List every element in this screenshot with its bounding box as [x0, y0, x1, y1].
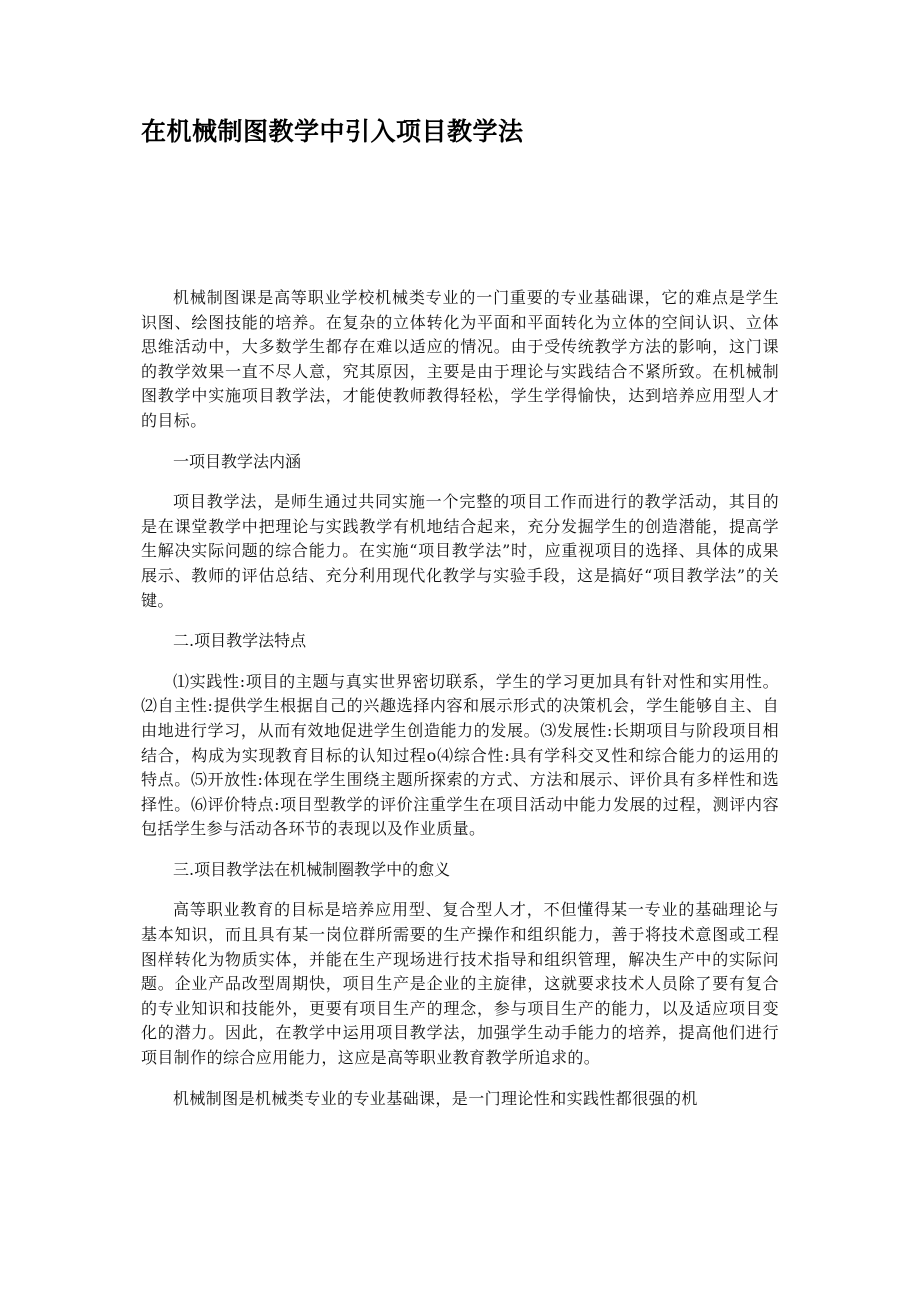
document-title: 在机械制图教学中引入项目教学法: [141, 117, 524, 146]
paragraph-section-3: 高等职业教育的目标是培养应用型、复合型人才，不但懂得某一专业的基础理论与基本知识，而且具有某一岗位群所需要的生产操作和组织能力，善于将技术意图或工程图样转化为物质实体，并能在生产现场进行技术指导和组织管理，解决生产中的实际问题。企业产品改型周期快，项目生产是企业的主旋律，这就要求技术人员除了要有复合的专业知识和技能外，更要有项目生产的理念，参与项目生产的能力，以及适应项目变化的潜力。因此，在教学中运用项目教学法，加强学生动手能力的培养，提高他们进行项目制作的综合应用能力，这应是高等职业教育教学所追求的。: [141, 900, 779, 1068]
paragraph-intro: 机械制图课是高等职业学校机械类专业的一门重要的专业基础课，它的难点是学生识图、绘图技能的培养。在复杂的立体转化为平面和平面转化为立体的空间认识、立体思维活动中，大多数学生都存在难以适应的情况。由于受传统教学方法的影响，这门课的教学效果一直不尽人意，究其原因，主要是由于理论与实践结合不紧所致。在机械制图教学中实施项目教学法，才能使教师教得轻松，学生学得愉快，达到培养应用型人才的目标。: [141, 288, 779, 430]
section-heading-2: 二.项目教学法特点: [173, 631, 307, 651]
section-heading-3: 三.项目教学法在机械制圈教学中的愈义: [173, 859, 451, 879]
paragraph-continued: 机械制图是机械类专业的专业基础课，是一门理论性和实践性都很强的机: [173, 1088, 698, 1108]
section-heading-1: 一项目教学法内涵: [173, 451, 302, 471]
paragraph-section-2: ⑴实践性:项目的主题与真实世界密切联系，学生的学习更加具有针对性和实用性。⑵自主性:提供学生根据自己的兴趣选择内容和展示形式的决策机会，学生能够自主、自由地进行学习，从而有效地促进学生创造能力的发展。⑶发展性:长期项目与阶段项目相结合，构成为实现教育目标的认知过程ο⑷综合性:具有学科交叉性和综合能力的运用的特点。⑸开放性:体现在学生围绕主题所探索的方式、方法和展示、评价具有多样性和选择性。⑹评价特点:项目型教学的评价注重学生在项目活动中能力发展的过程，测评内容包括学生参与活动各环节的表现以及作业质量。: [141, 671, 779, 839]
paragraph-section-1: 项目教学法，是师生通过共同实施一个完整的项目工作而进行的教学活动，其目的是在课堂教学中把理论与实践教学有机地结合起来，充分发掘学生的创造潜能，提高学生解决实际问题的综合能力。在实施“项目教学法”时，应重视项目的选择、具体的成果展示、教师的评估总结、充分利用现代化教学与实验手段，这是搞好“项目教学法”的关键。: [141, 492, 779, 610]
document-body: [141, 286, 779, 1127]
